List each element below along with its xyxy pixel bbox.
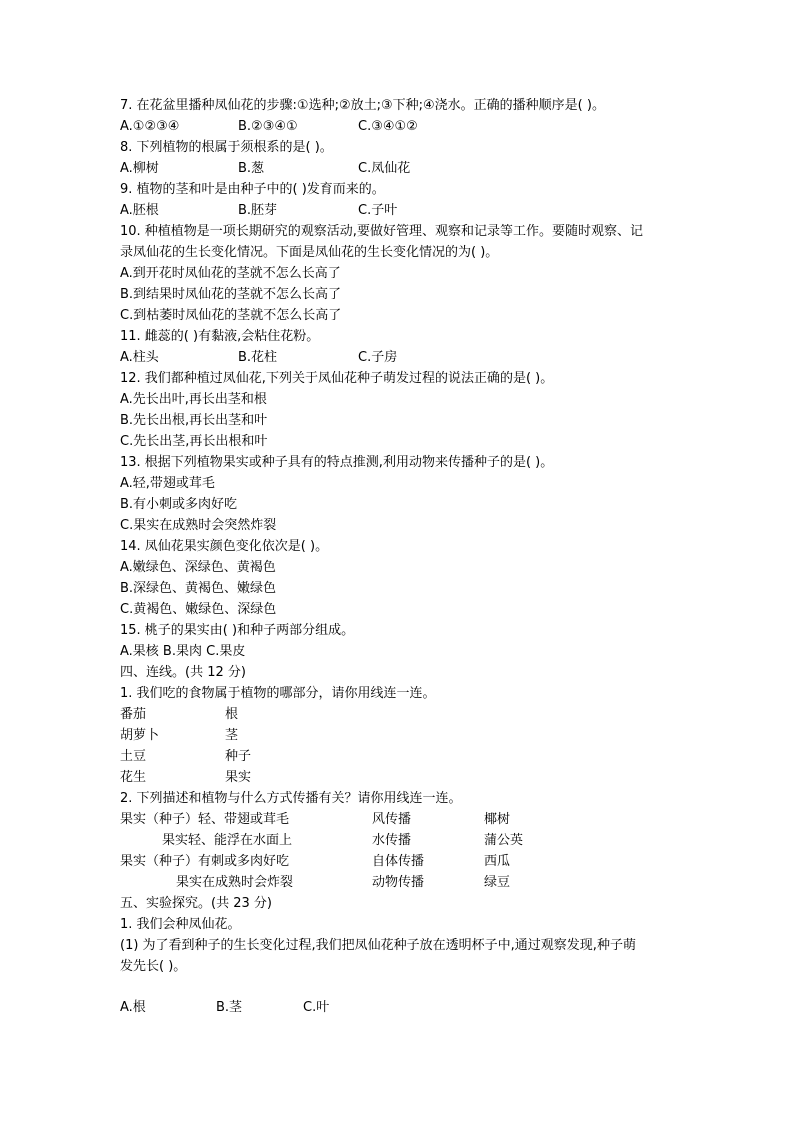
q7-option-a: A.①②③④ xyxy=(120,119,180,134)
dispersal-mode: 水传播 xyxy=(372,833,412,848)
q8-stem: 8. 下列植物的根属于须根系的是( )。 xyxy=(120,140,333,155)
dispersal-mode: 自体传播 xyxy=(372,854,425,869)
q11-option-b: B.花柱 xyxy=(238,350,278,365)
plant-part: 根 xyxy=(225,707,239,722)
q13-stem: 13. 根据下列植物果实或种子具有的特点推测,利用动物来传播种子的是( )。 xyxy=(120,455,554,470)
q8-options xyxy=(120,160,620,178)
q14-stem: 14. 凤仙花果实颜色变化依次是( )。 xyxy=(120,539,329,554)
q10-stem-line1: 10. 种植植物是一项长期研究的观察活动,要做好管理、观察和记录等工作。要随时观察、记 xyxy=(120,224,643,239)
match-row xyxy=(120,706,720,724)
dispersal-row xyxy=(120,811,720,829)
q9-stem: 9. 植物的茎和叶是由种子中的( )发育而来的。 xyxy=(120,182,385,197)
food-item: 花生 xyxy=(120,770,147,785)
q14-option-a: A.嫩绿色、深绿色、黄褐色 xyxy=(120,560,276,575)
plant-part: 种子 xyxy=(225,749,252,764)
plant-part: 茎 xyxy=(225,728,239,743)
q12-option-c: C.先长出茎,再长出根和叶 xyxy=(120,434,268,449)
q11-option-a: A.柱头 xyxy=(120,350,159,365)
q12-stem: 12. 我们都种植过凤仙花,下列关于凤仙花种子萌发过程的说法正确的是( )。 xyxy=(120,371,554,386)
sub1-option-c: C.叶 xyxy=(303,1000,330,1015)
q7-options xyxy=(120,118,620,136)
fruit-description: 果实在成熟时会炸裂 xyxy=(176,875,294,890)
q8-option-a: A.柳树 xyxy=(120,161,159,176)
q12-option-b: B.先长出根,再长出茎和叶 xyxy=(120,413,268,428)
q8-option-b: B.葱 xyxy=(238,161,265,176)
q7-option-b: B.②③④① xyxy=(238,119,298,134)
food-item: 土豆 xyxy=(120,749,147,764)
fruit-description: 果实（种子）有刺或多肉好吃 xyxy=(120,854,290,869)
q11-options xyxy=(120,349,620,367)
q15-options: A.果核 B.果肉 C.果皮 xyxy=(120,644,246,659)
sub1-option-a: A.根 xyxy=(120,1000,146,1015)
section4-heading: 四、连线。(共 12 分) xyxy=(120,665,246,680)
sub1-option-b: B.茎 xyxy=(216,1000,243,1015)
plant-name: 西瓜 xyxy=(484,854,511,869)
q13-option-a: A.轻,带翅或茸毛 xyxy=(120,476,215,491)
dispersal-row xyxy=(120,874,720,892)
food-item: 番茄 xyxy=(120,707,147,722)
food-item: 胡萝卜 xyxy=(120,728,160,743)
q9-options xyxy=(120,202,620,220)
q15-stem: 15. 桃子的果实由( )和种子两部分组成。 xyxy=(120,623,355,638)
q11-stem: 11. 雌蕊的( )有黏液,会粘住花粉。 xyxy=(120,329,320,344)
dispersal-row xyxy=(120,832,720,850)
q14-option-c: C.黄褐色、嫩绿色、深绿色 xyxy=(120,602,277,617)
q9-option-c: C.子叶 xyxy=(358,203,398,218)
q8-option-c: C.凤仙花 xyxy=(358,161,411,176)
q10-stem-line2: 录凤仙花的生长变化情况。下面是凤仙花的生长变化情况的为( )。 xyxy=(120,245,499,260)
dispersal-mode: 动物传播 xyxy=(372,875,425,890)
section5-sub1-line1: (1) 为了看到种子的生长变化过程,我们把凤仙花种子放在透明杯子中,通过观察发现,种子萌 xyxy=(120,938,636,953)
q14-option-b: B.深绿色、黄褐色、嫩绿色 xyxy=(120,581,277,596)
plant-name: 椰树 xyxy=(484,812,511,827)
q13-option-c: C.果实在成熟时会突然炸裂 xyxy=(120,518,277,533)
q10-option-b: B.到结果时凤仙花的茎就不怎么长高了 xyxy=(120,287,342,302)
q9-option-b: B.胚芽 xyxy=(238,203,278,218)
q7-stem: 7. 在花盆里播种凤仙花的步骤:①选种;②放土;③下种;④浇水。正确的播种顺序是( )。 xyxy=(120,98,605,113)
section5-heading: 五、实验探究。(共 23 分) xyxy=(120,896,272,911)
plant-name: 蒲公英 xyxy=(484,833,524,848)
section5-sub1-line2: 发先长( )。 xyxy=(120,959,187,974)
section5-sub1-options xyxy=(120,999,720,1017)
match-row xyxy=(120,769,720,787)
match-row xyxy=(120,748,720,766)
q10-option-a: A.到开花时凤仙花的茎就不怎么长高了 xyxy=(120,266,341,281)
fruit-description: 果实（种子）轻、带翅或茸毛 xyxy=(120,812,290,827)
dispersal-row xyxy=(120,853,720,871)
q13-option-b: B.有小刺或多肉好吃 xyxy=(120,497,238,512)
fruit-description: 果实轻、能浮在水面上 xyxy=(162,833,293,848)
q7-option-c: C.③④①② xyxy=(358,119,418,134)
section5-q1-stem: 1. 我们会种凤仙花。 xyxy=(120,917,241,932)
q11-option-c: C.子房 xyxy=(358,350,398,365)
q10-option-c: C.到枯萎时凤仙花的茎就不怎么长高了 xyxy=(120,308,342,323)
dispersal-mode: 风传播 xyxy=(372,812,412,827)
section4-q2-stem: 2. 下列描述和植物与什么方式传播有关？请你用线连一连。 xyxy=(120,791,462,806)
q9-option-a: A.胚根 xyxy=(120,203,159,218)
match-row xyxy=(120,727,720,745)
plant-part: 果实 xyxy=(225,770,252,785)
q12-option-a: A.先长出叶,再长出茎和根 xyxy=(120,392,267,407)
plant-name: 绿豆 xyxy=(484,875,511,890)
section4-q1-stem: 1. 我们吃的食物属于植物的哪部分，请你用线连一连。 xyxy=(120,686,436,701)
